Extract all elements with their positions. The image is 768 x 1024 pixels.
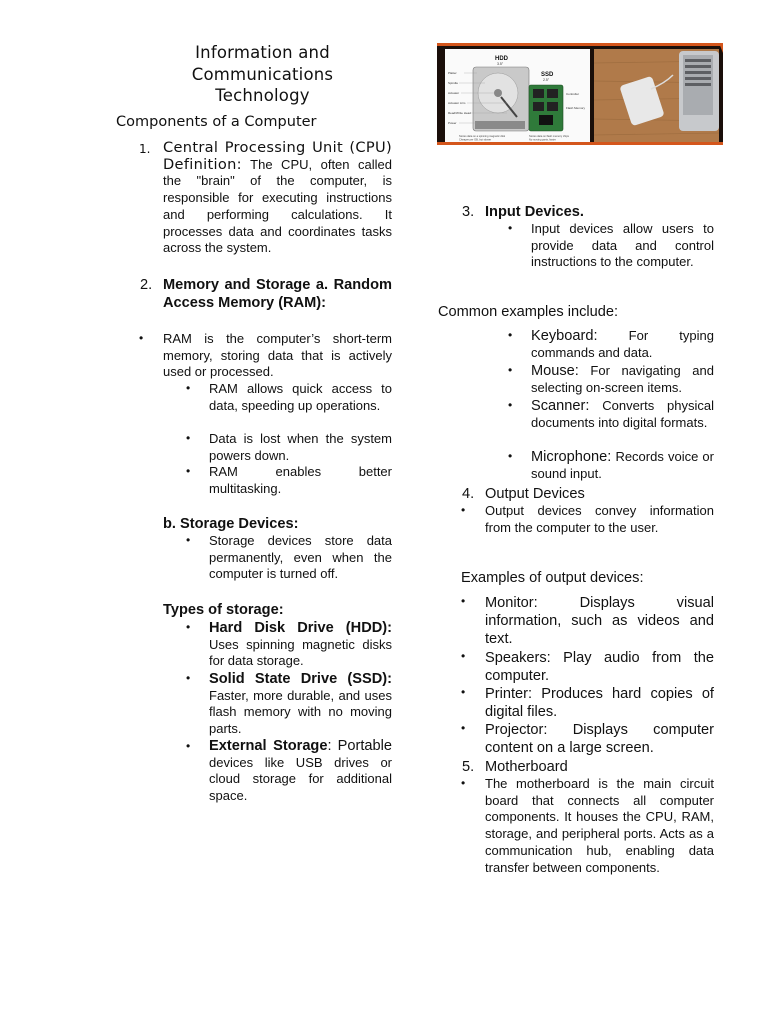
bullet-icon: • xyxy=(461,685,466,699)
ram-intro: RAM is the computer’s short-term memory, storing data that is actively used or processed. xyxy=(163,331,392,380)
storage-type-desc-rest: devices like USB drives or cloud storage for additional space. xyxy=(209,754,392,804)
bullet-icon: • xyxy=(186,533,191,547)
item-number: 1. xyxy=(139,142,151,156)
hdd-caption: Stores data on a spinning magnetic disk xyxy=(459,135,505,138)
bullet-icon: • xyxy=(508,221,513,235)
hdd-part-label: Platter xyxy=(448,71,457,75)
title-line-3: Technology xyxy=(215,86,310,105)
bullet-icon: • xyxy=(508,328,513,342)
ram-point: Data is lost when the system powers down. xyxy=(209,431,392,463)
ssd-part-label: Controller xyxy=(566,92,580,96)
motherboard-heading: Motherboard xyxy=(485,759,568,775)
ssd-part-label: Flash Memory xyxy=(566,106,586,110)
section-subtitle: Components of a Computer xyxy=(116,114,317,130)
input-example-name: Scanner: xyxy=(531,398,590,414)
ssd-size: 2.5" xyxy=(543,78,550,82)
output-examples-label: Examples of output devices: xyxy=(461,570,644,586)
input-example xyxy=(531,328,714,361)
item-number: 4. xyxy=(462,486,475,502)
storage-type-desc: Faster, more durable, and uses flash memory with no moving parts. xyxy=(209,687,392,737)
storage-type-sep: : xyxy=(327,738,332,754)
input-example-name: Keyboard: xyxy=(531,328,598,344)
cpu-body: The CPU, often called the "brain" of the computer, is responsible for executing instructions and performing calculations. It processes data and coordinates tasks across the system. xyxy=(163,156,392,256)
hdd-part-label: Actuator xyxy=(448,91,460,95)
ram-point: RAM allows quick access to data, speeding up operations. xyxy=(209,381,392,413)
output-heading: Output Devices xyxy=(485,486,585,502)
bullet-icon: • xyxy=(186,671,191,685)
input-point: Input devices allow users to provide data and control instructions to the computer. xyxy=(531,221,714,270)
input-example xyxy=(531,363,714,396)
storage-type-name: External Storage xyxy=(209,738,328,754)
bullet-icon: • xyxy=(139,331,144,345)
bullet-icon: • xyxy=(461,776,466,790)
output-example: Monitor: Displays visual information, such as videos and text. xyxy=(485,595,714,647)
storage-type-desc: Uses spinning magnetic disks for data storage. xyxy=(209,636,392,669)
bullet-icon: • xyxy=(461,649,466,663)
bullet-icon: • xyxy=(186,431,191,445)
hdd-part-label: Actuator Arm xyxy=(448,101,466,105)
title-line-1: Information and xyxy=(195,43,330,62)
document-title xyxy=(160,42,365,107)
input-example xyxy=(531,398,714,431)
bullet-icon: • xyxy=(508,398,513,412)
hdd-caption: Cheaper per GB, but slower xyxy=(459,138,492,142)
item-number: 3. xyxy=(462,204,475,220)
item-number: 5. xyxy=(462,759,475,775)
output-example: Printer: Produces hard copies of digital files. xyxy=(485,686,714,720)
storage-type-hdd xyxy=(209,620,392,670)
storage-type-external xyxy=(209,738,392,805)
bullet-icon: • xyxy=(461,594,466,608)
storage-type-desc: Portable xyxy=(337,738,392,754)
output-example: Projector: Displays computer content on a large screen. xyxy=(485,722,714,756)
hdd-part-label: Read/Write Head xyxy=(448,111,471,115)
input-example-name: Microphone: xyxy=(531,449,612,465)
hdd-part-label: Spindle xyxy=(448,81,459,85)
hdd-ssd-illustration xyxy=(437,43,723,145)
ram-point: RAM enables better multitasking. xyxy=(209,464,392,496)
common-examples-label: Common examples include: xyxy=(438,304,619,320)
item-number: 2. xyxy=(140,277,153,293)
bullet-icon: • xyxy=(186,620,191,634)
hdd-size: 3.5" xyxy=(497,62,504,66)
output-example: Speakers: Play audio from the computer. xyxy=(485,650,714,684)
bullet-icon: • xyxy=(186,464,191,478)
input-heading: Input Devices. xyxy=(485,204,584,220)
ssd-caption: No moving parts, faster xyxy=(529,138,556,142)
storage-point: Storage devices store data permanently, even when the computer is turned off. xyxy=(209,533,392,582)
storage-type-ssd xyxy=(209,671,392,738)
bullet-icon: • xyxy=(461,503,466,517)
output-point: Output devices convey information from the computer to the user. xyxy=(485,503,714,535)
input-example-desc: For navigating and selecting on-screen items. xyxy=(531,363,714,395)
bullet-icon: • xyxy=(508,363,513,377)
hdd-ssd-image xyxy=(437,43,723,145)
input-example-desc: Converts physical documents into digital formats. xyxy=(531,398,714,430)
memory-heading: Memory and Storage a. Random Access Memory (RAM): xyxy=(163,277,392,311)
bullet-icon: • xyxy=(508,449,513,463)
hdd-part-label: Power xyxy=(448,121,457,125)
title-line-2: Communications xyxy=(191,64,334,84)
input-example-name: Mouse: xyxy=(531,363,579,379)
ssd-label: SSD xyxy=(541,72,554,78)
bullet-icon: • xyxy=(461,721,466,735)
storage-type-name: Solid State Drive (SSD): xyxy=(209,671,392,687)
ssd-caption: Stores data on flash memory chips xyxy=(529,135,569,138)
motherboard-point: The motherboard is the main circuit board that connects all computer components. It houses the CPU, RAM, storage, and peripheral ports. Acts as a communication hub, enabling data transfer between components. xyxy=(485,776,714,875)
storage-type-name: Hard Disk Drive (HDD): xyxy=(209,620,392,636)
storage-heading: b. Storage Devices: xyxy=(163,516,299,532)
cpu-heading: Central Processing Unit (CPU) Definition: xyxy=(163,139,392,173)
bullet-icon: • xyxy=(186,381,191,395)
input-example xyxy=(531,449,714,482)
types-heading: Types of storage: xyxy=(163,602,284,618)
bullet-icon: • xyxy=(186,739,191,753)
cpu-paragraph xyxy=(163,140,392,257)
hdd-label: HDD xyxy=(495,56,508,62)
input-example-desc: For typing commands and data. xyxy=(531,328,714,360)
input-example-desc: Records voice or sound input. xyxy=(531,449,714,481)
